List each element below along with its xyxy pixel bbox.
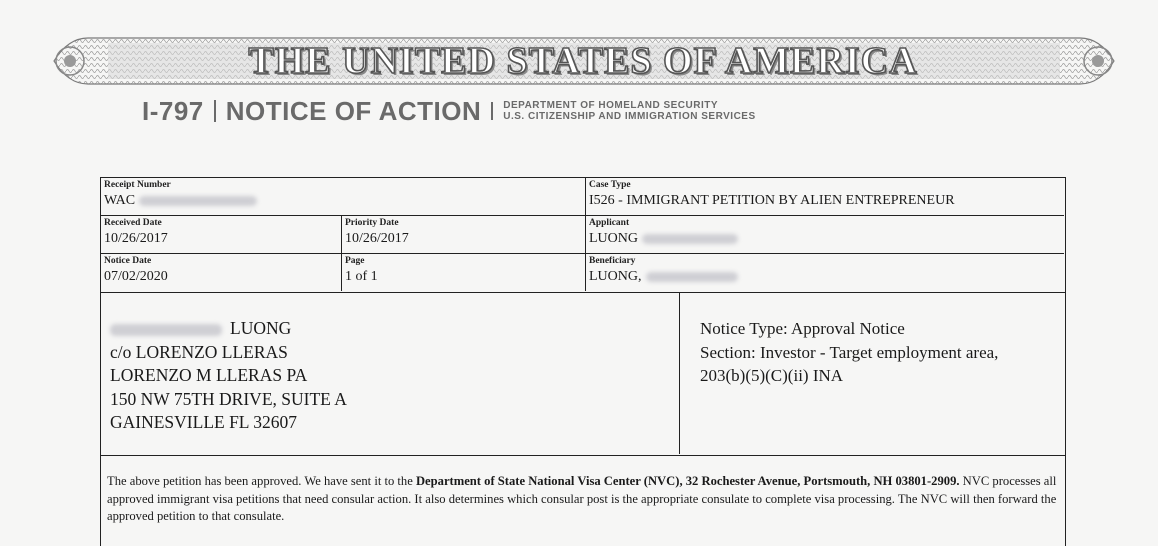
body-section: [100, 456, 1066, 546]
title-divider: [214, 100, 216, 122]
priority-date-value: 10/26/2017: [345, 231, 409, 246]
page-label: Page: [345, 256, 365, 266]
body-text-bold: Department of State National Visa Center (NVC), 32 Rochester Avenue, Portsmouth, NH 03801-2909.: [415, 474, 960, 488]
body-text-end: NVC processes all approved immigrant visa petitions that need consular action. It also determines which consular post is the appropriate consulate to complete visa processing. The NVC will then forward the approved petition to that consulate.: [107, 474, 1057, 523]
beneficiary-cell: [586, 254, 1064, 291]
case-type-value: I526 - IMMIGRANT PETITION BY ALIEN ENTREPRENEUR: [589, 193, 955, 208]
priority-date-label: Priority Date: [345, 218, 399, 228]
address-line-3: LORENZO M LLERAS PA: [110, 365, 308, 385]
address-section: [100, 293, 1066, 456]
applicant-cell: [586, 216, 1064, 254]
form-name: NOTICE OF ACTION: [225, 95, 482, 126]
notice-panel: [679, 293, 1065, 454]
received-date-value: 10/26/2017: [104, 231, 168, 246]
address-line-1: LUONG: [110, 317, 347, 341]
notice-type: Notice Type: Approval Notice: [700, 319, 905, 338]
notice-date-cell: [101, 254, 342, 291]
notice-date-label: Notice Date: [104, 256, 152, 266]
beneficiary-value: LUONG,: [589, 269, 738, 285]
address-line-2: c/o LORENZO LLERAS: [110, 341, 288, 362]
notice-section-line-2: 203(b)(5)(C)(ii) INA: [700, 366, 844, 385]
beneficiary-label: Beneficiary: [589, 256, 636, 266]
case-type-cell: [586, 178, 1064, 216]
redaction-blur: [642, 234, 738, 244]
page-cell: [342, 254, 586, 291]
form-title-line: [142, 96, 756, 126]
received-date-label: Received Date: [104, 218, 162, 228]
agency-line-2: U.S. CITIZENSHIP AND IMMIGRATION SERVICES: [503, 111, 756, 122]
redaction-blur: [646, 272, 738, 282]
applicant-value: LUONG: [589, 231, 738, 247]
agency-line-1: DEPARTMENT OF HOMELAND SECURITY: [503, 100, 719, 111]
redaction-blur: [110, 324, 222, 336]
receipt-number-label: Receipt Number: [104, 180, 171, 190]
agency-divider: [491, 102, 493, 120]
received-date-cell: [101, 216, 342, 254]
redaction-blur: [139, 196, 257, 206]
body-text-start: The above petition has been approved. We have sent it to the: [107, 474, 416, 488]
applicant-label: Applicant: [589, 218, 630, 228]
address-line-4: 150 NW 75TH DRIVE, SUITE A: [110, 388, 347, 409]
notice-date-value: 07/02/2020: [104, 269, 168, 284]
notice-section-line-1: Section: Investor - Target employment area,: [700, 342, 999, 362]
case-type-label: Case Type: [589, 180, 631, 190]
address-line-5: GAINESVILLE FL 32607: [110, 412, 297, 432]
priority-date-cell: [342, 216, 586, 254]
agency-block: [503, 100, 755, 122]
notice-details: [700, 317, 998, 388]
receipt-number-value: WAC: [104, 193, 257, 209]
banner-title: THE UNITED STATES OF AMERICA: [248, 40, 918, 82]
mailing-address: [110, 317, 347, 435]
body-paragraph: [107, 473, 1057, 526]
page-value: 1 of 1: [345, 269, 378, 284]
banner: [48, 32, 1120, 90]
form-number: I-797: [142, 95, 204, 126]
header-grid: [100, 177, 1066, 293]
receipt-number-cell: [101, 178, 586, 216]
